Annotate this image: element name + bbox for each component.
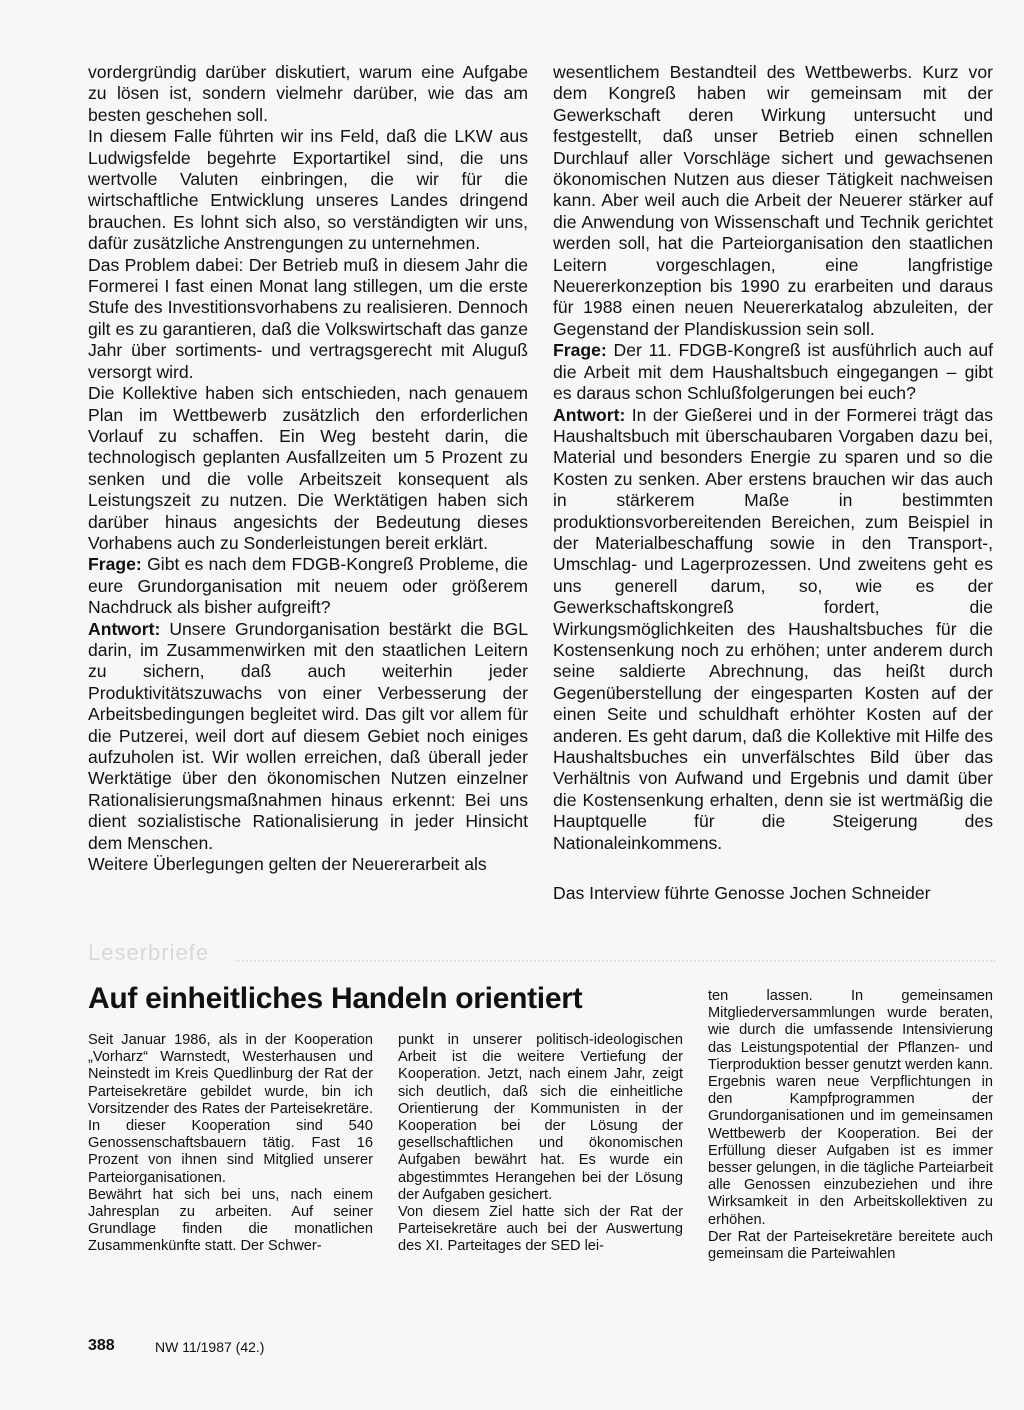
paragraph: In diesem Falle führten wir ins Feld, daß die LKW aus Ludwigsfelde begehrte Exportartikel sind, die uns wertvolle Valuten einbringen, die wir für die wirtschaftliche Entwicklung unseres Landes dringend brauchen. Es lohnt sich also, so verständigten wir uns, dafür zusätzliche Anstrengungen zu unternehmen. bbox=[88, 126, 528, 254]
letter-column-1 bbox=[88, 1032, 373, 1256]
paragraph: Bewährt hat sich bei uns, nach einem Jahresplan zu arbeiten. Auf seiner Grundlage finden die monatlichen Zusammenkünfte statt. Der Schwer- bbox=[88, 1186, 373, 1255]
question-paragraph: Frage: Der 11. FDGB-Kongreß ist ausführlich auch auf die Arbeit mit dem Haushaltsbuch eingegangen – gibt es daraus schon Schlußfolgerungen bei euch? bbox=[553, 340, 993, 404]
letter-column-3 bbox=[708, 988, 993, 1263]
answer-paragraph: Antwort: Unsere Grundorganisation bestärkt die BGL darin, im Zusammenwirken mit den staatlichen Leitern zu sichern, daß auch weiterhin jeder Produktivitätszuwachs von einer Verbesserung der Arbeitsbedingungen begleitet wird. Das gilt vor allem für die Putzerei, weil dort auf diesem Gebiet noch einiges aufzuholen ist. Wir wollen erreichen, daß überall jeder Werktätige über den ökonomischen Nutzen einzelner Rationalisierungsmaßnahmen hinaus erkennt: Bei uns dient sozialistische Rationalisierung in jeder Hinsicht dem Menschen. bbox=[88, 618, 529, 853]
question-paragraph: Frage: Gibt es nach dem FDGB-Kongreß Probleme, die eure Grundorganisation mit neuem oder größerem Nachdruck als bisher aufgreift? bbox=[88, 554, 529, 618]
answer-paragraph: Antwort: In der Gießerei und in der Formerei trägt das Haushaltsbuch mit überschaubaren Vorgaben dazu bei, Material und besonders Energie zu sparen und so die Kosten zu senken. Aber erstens brauchen wir das auch in stärkerem Maße in bestimmten produktionsvorbereitenden Bereichen, zum Beispiel in der Materialbeschaffung sowie in den Transport-, Umschlag- und Lagerprozessen. Und zweitens geht es uns generell darum, so, wie es der Gewerkschaftskongreß fordert, die Wirkungsmöglichkeiten des Haushaltsbuches für die Kostensenkung noch zu erhöhen; unter anderem durch seine saldierte Abrechnung, das heißt durch Gegenüberstellung der eingesparten Kosten auf der einen Seite und schuldhaft erhöhter Kosten auf der anderen. Es geht darum, daß die Kollektive mit Hilfe des Haushaltsbuches ein unverfälschtes Bild über das Verhältnis von Aufwand und Ergebnis und damit über die Kostensenkung erhalten, denn sie ist wertmäßig die Hauptquelle für die Steigerung des Nationaleinkommens. bbox=[553, 404, 994, 853]
paragraph: Seit Januar 1986, als in der Kooperation „Vorharz“ Warnstedt, Westerhausen und Neinstedt im Kreis Quedlinburg der Rat der Parteisekretäre gebildet wurde, bin ich Vorsitzender des Rates der Parteisekretäre. In dieser Kooperation sind 540 Genossenschaftsbauern tätig. Fast 16 Prozent von ihnen sind Mitglied unserer Parteiorganisationen. bbox=[88, 1032, 373, 1186]
letter-headline: Auf einheitliches Handeln orientiert bbox=[88, 982, 583, 1015]
paragraph: Das Problem dabei: Der Betrieb muß in diesem Jahr die Formerei I fast einen Monat lang stillegen, um die erste Stufe des Investitionsvorhabens zu realisieren. Dennoch gilt es zu garantieren, daß die Volkswirtschaft das ganze Jahr über sortiments- und vertragsgerecht mit Aluguß versorgt wird. bbox=[88, 254, 528, 382]
page-number: 388 bbox=[88, 1337, 115, 1354]
section-divider bbox=[235, 960, 995, 962]
paragraph: wesentlichem Bestandteil des Wettbewerbs. Kurz vor dem Kongreß haben wir gemeinsam mit der Gewerkschaft deren Wirkung untersucht und festgestellt, daß unser Betrieb einen schnellen Durchlauf aller Vorschläge sichert und gewachsenen ökonomischen Nutzen aus dieser Tätigkeit nachweisen kann. Aber weil auch die Arbeit der Neuerer stärker auf die Anwendung von Wissenschaft und Technik gerichtet werden soll, hat die Parteiorganisation den staatlichen Leitern vorgeschlagen, eine langfristige Neuererkonzeption bis 1990 zu erarbeiten und daraus für 1988 einen neuen Neuererkatalog abzuleiten, der Gegenstand der Plandiskussion sein soll. bbox=[553, 62, 993, 339]
paragraph: vordergründig darüber diskutiert, warum eine Aufgabe zu lösen ist, sondern vielmehr darüber, wie das am besten geschehen soll. bbox=[88, 62, 528, 125]
paragraph: ten lassen. In gemeinsamen Mitgliederversammlungen wurde beraten, wie durch die umfassende Intensivierung das Leistungspotential der Pflanzen- und Tierproduktion besser genutzt werden kann. Ergebnis waren neue Verpflichtungen in den Kampfprogrammen der Grundorganisationen und im gemeinsamen Wettbewerb der Kooperation. Bei der Erfüllung dieser Aufgaben ist es immer besser gelungen, in die tägliche Parteiarbeit alle Genossen einzubeziehen und ihre Wirksamkeit in den Arbeitskollektiven zu erhöhen. bbox=[708, 988, 993, 1228]
journal-reference: NW 11/1987 (42.) bbox=[155, 1339, 265, 1355]
paragraph: punkt in unserer politisch-ideologischen Arbeit ist die weitere Vertiefung der Kooperation. Jetzt, nach einem Jahr, zeigt sich deutlich, daß sich die einheitliche Orientierung der Kommunisten in der Kooperation bei der Lösung der gesellschaftlichen und ökonomischen Aufgaben bewährt hat. Es wurde ein abgestimmtes Herangehen bei der Lösung der Aufgaben gesichert. bbox=[398, 1032, 683, 1203]
answer-label: Antwort: bbox=[88, 618, 161, 639]
answer-label: Antwort: bbox=[553, 404, 626, 425]
interview-credit: Das Interview führte Genosse Jochen Schneider bbox=[553, 883, 931, 903]
paragraph: Die Kollektive haben sich entschieden, nach genauem Plan im Wettbewerb zusätzlich den erforderlichen Vorlauf zu schaffen. Ein Weg besteht darin, die technologisch geplanten Ausfallzeiten um 5 Prozent zu senken und die volle Arbeitszeit konsequent als Leistungszeit zu nutzen. Die Werktätigen haben sich darüber hinaus angesichts der Bedeutung dieses Vorhabens auch zu Sonderleistungen bereit erklärt. bbox=[88, 383, 528, 553]
paragraph: Weitere Überlegungen gelten der Neuererarbeit als bbox=[88, 854, 487, 875]
section-label: Leserbriefe bbox=[88, 940, 210, 965]
letter-column-2 bbox=[398, 1032, 683, 1256]
paragraph: Von diesem Ziel hatte sich der Rat der Parteisekretäre auch bei der Auswertung des XI. Parteitages der SED lei- bbox=[398, 1204, 683, 1255]
paragraph: Der Rat der Parteisekretäre bereitete auch gemeinsam die Parteiwahlen bbox=[708, 1228, 993, 1263]
question-label: Frage: bbox=[553, 340, 607, 361]
article-left-column bbox=[88, 62, 528, 875]
article-right-column bbox=[553, 62, 993, 854]
question-label: Frage: bbox=[88, 554, 142, 575]
